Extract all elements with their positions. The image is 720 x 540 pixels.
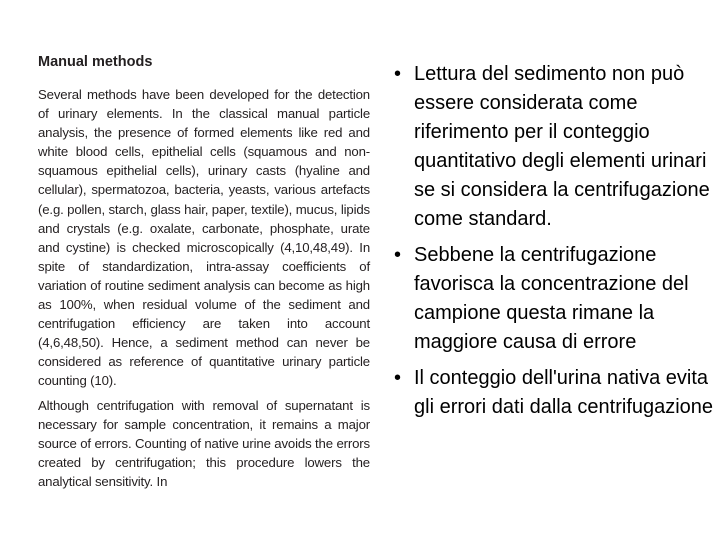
bullet-item bbox=[392, 364, 718, 422]
bullet-text: Sebbene la centrifugazione favorisca la concentrazione del campione questa rimane la maggiore causa di errore bbox=[414, 244, 689, 353]
bullet-list bbox=[392, 60, 718, 429]
bullet-icon: • bbox=[394, 244, 402, 266]
bullet-text: Lettura del sedimento non può essere considerata come riferimento per il conteggio quantitativo degli elementi urinari se si considera la centrifugazione come standard. bbox=[414, 63, 710, 230]
section-heading: Manual methods bbox=[38, 54, 153, 70]
bullet-item bbox=[392, 241, 718, 357]
excerpt-paragraph: Although centrifugation with removal of supernatant is necessary for sample concentration, it remains a major source of errors. Counting of native urine avoids the errors created by centrifugation; this procedure lowers the analytical sensitivity. In bbox=[38, 397, 370, 489]
bullet-item bbox=[392, 60, 718, 234]
bullet-text: Il conteggio dell'urina nativa evita gli errori dati dalla centrifugazione bbox=[414, 367, 714, 418]
article-excerpt bbox=[38, 54, 370, 491]
bullet-icon: • bbox=[394, 63, 402, 85]
bullet-icon: • bbox=[394, 367, 402, 389]
excerpt-paragraph: Several methods have been developed for the detection of urinary elements. In the classical manual particle analysis, the presence of formed elements like red and white blood cells, epithelial cells (squamous and non-squamous epithelial cells), urinary casts (hyaline and cellular), spermatozoa, bacteria, yeasts, various artefacts (e.g. pollen, starch, glass hair, paper, textile), mucus, lipids and crystals (e.g. oxalate, carbonate, phosphate, urate and cystine) is checked microscopically (4,10,48,49). In spite of standardization, intra-assay coefficients of variation of routine sediment analysis can become as high as 100%, when residual volume of the sediment and centrifugation efficiency are taken into account (4,6,48,50). Hence, a sediment method can never be considered as reference of quantitative urinary particle counting (10). bbox=[38, 87, 370, 389]
